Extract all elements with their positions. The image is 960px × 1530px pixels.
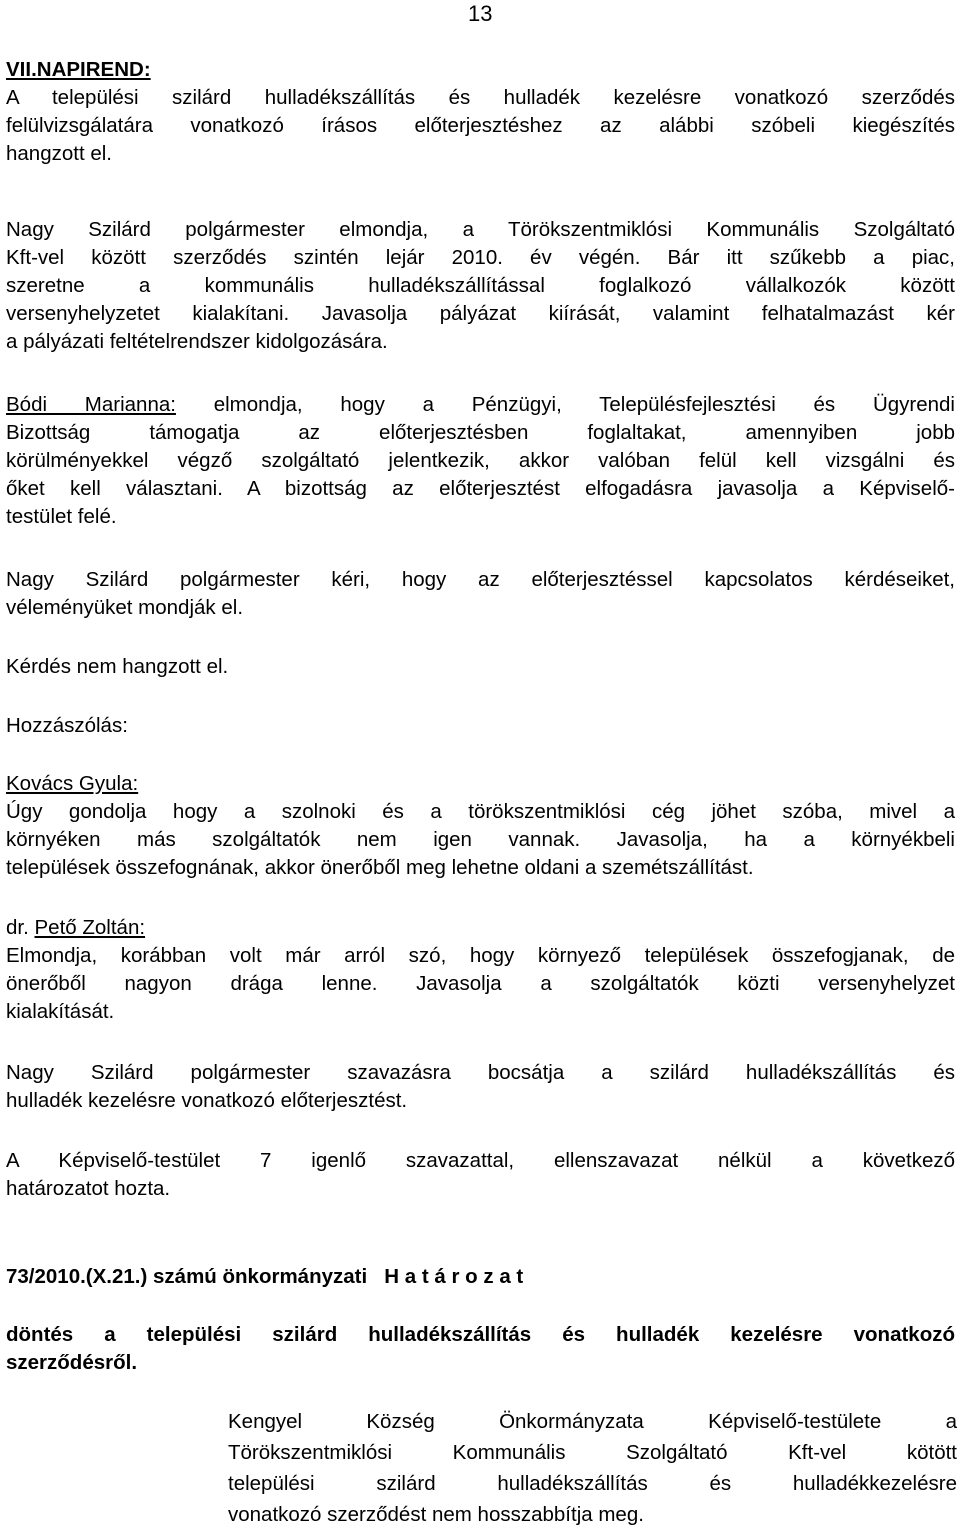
questions-paragraph [6, 566, 955, 622]
paragraph-line: kialakítását. [6, 1000, 115, 1023]
comments-heading: Hozzászólás: [6, 714, 128, 737]
speaker-prefix: dr. [6, 916, 29, 939]
speaker-name: Kovács Gyula: [6, 772, 139, 795]
paragraph-line: Elmondja, korábban volt már arról szó, hogy környező települések összefogjanak, de [6, 944, 955, 967]
page-number: 13 [468, 1, 493, 26]
paragraph-line: a pályázati feltételrendszer kidolgozására. [6, 330, 388, 353]
resolution-title-line: szerződésről. [6, 1351, 138, 1374]
paragraph-line: Kérdés nem hangzott el. [6, 655, 229, 678]
paragraph-line: környéken más szolgáltatók nem igen vannak. Javasolja, ha a környékbeli [6, 828, 955, 851]
resolution-word: H a t á r o z a t [384, 1265, 524, 1288]
paragraph-line: Nagy Szilárd polgármester elmondja, a Törökszentmiklósi Kommunális Szolgáltató [6, 218, 955, 241]
resolution-body [228, 1406, 957, 1530]
paragraph-line: határozatot hozta. [6, 1177, 171, 1200]
kovacs-paragraph [6, 770, 955, 882]
paragraph-line: települések összefognának, akkor önerőből meg lehetne oldani a szemétszállítást. [6, 856, 754, 879]
resolution-title-line: döntés a települési szilárd hulladékszállítás és hulladék kezelésre vonatkozó [6, 1323, 955, 1346]
mayor-paragraph [6, 216, 955, 356]
agenda-line: A települési szilárd hulladékszállítás és hulladék kezelésre vonatkozó szerződés [6, 86, 955, 109]
paragraph-line: önerőből nagyon drága lenne. Javasolja a szolgáltatók közti versenyhelyzet [6, 972, 955, 995]
paragraph-line: Nagy Szilárd polgármester kéri, hogy az előterjesztéssel kapcsolatos kérdéseiket, [6, 568, 955, 591]
no-question-line [6, 653, 955, 681]
paragraph-line: Bizottság támogatja az előterjesztésben foglaltakat, amennyiben jobb [6, 421, 955, 444]
vote-paragraph [6, 1059, 955, 1115]
resolution-body-line: Kengyel Község Önkormányzata Képviselő-testülete a [228, 1410, 957, 1433]
paragraph-line: versenyhelyzetet kialakítani. Javasolja pályázat kiírását, valamint felhatalmazást kér [6, 302, 955, 325]
paragraph-line: körülményekkel végző szolgáltató jelentkezik, akkor valóban felül kell vizsgálni és [6, 449, 955, 472]
paragraph-line: hulladék kezelésre vonatkozó előterjesztést. [6, 1089, 408, 1112]
agenda-line: felülvizsgálatára vonatkozó írásos előterjesztéshez az alábbi szóbeli kiegészítés [6, 114, 955, 137]
paragraph-line: Nagy Szilárd polgármester szavazásra bocsátja a szilárd hulladékszállítás és [6, 1061, 955, 1084]
agenda-section [6, 56, 955, 168]
paragraph-line [6, 391, 955, 419]
speaker-line [6, 914, 955, 942]
paragraph-line: A Képviselő-testület 7 igenlő szavazattal, ellenszavazat nélkül a következő [6, 1149, 955, 1172]
resolution-number: 73/2010.(X.21.) számú önkormányzati [6, 1265, 368, 1288]
paragraph-line: véleményüket mondják el. [6, 596, 244, 619]
paragraph-line: Úgy gondolja hogy a szolnoki és a törökszentmiklósi cég jöhet szóba, mivel a [6, 800, 955, 823]
speaker-text: elmondja, hogy a Pénzügyi, Településfejlesztési és Ügyrendi [175, 393, 955, 416]
speaker-name: Bódi Marianna: [6, 393, 176, 416]
resolution-body-line: települési szilárd hulladékszállítás és hulladékkezelésre [228, 1472, 957, 1495]
resolution-title [6, 1321, 955, 1377]
resolution-body-line: vonatkozó szerződést nem hosszabbítja meg. [228, 1503, 644, 1526]
agenda-heading: VII.NAPIREND: [6, 58, 151, 81]
bodi-paragraph [6, 391, 955, 531]
paragraph-line: Kft-vel között szerződés szintén lejár 2010. év végén. Bár itt szűkebb a piac, [6, 246, 955, 269]
resolution-body-line: Törökszentmiklósi Kommunális Szolgáltató Kft-vel kötött [228, 1441, 957, 1464]
resolution-number-line [6, 1263, 955, 1291]
paragraph-line: őket kell választani. A bizottság az előterjesztést elfogadásra javasolja a Képviselő- [6, 477, 955, 500]
peto-paragraph [6, 914, 955, 1026]
speaker-name: Pető Zoltán: [34, 916, 146, 939]
agenda-line: hangzott el. [6, 142, 112, 165]
result-paragraph [6, 1147, 955, 1203]
paragraph-line: szeretne a kommunális hulladékszállítással foglalkozó vállalkozók között [6, 274, 955, 297]
comments-label [6, 712, 955, 740]
resolution-heading [6, 1263, 955, 1291]
paragraph-line: testület felé. [6, 505, 117, 528]
